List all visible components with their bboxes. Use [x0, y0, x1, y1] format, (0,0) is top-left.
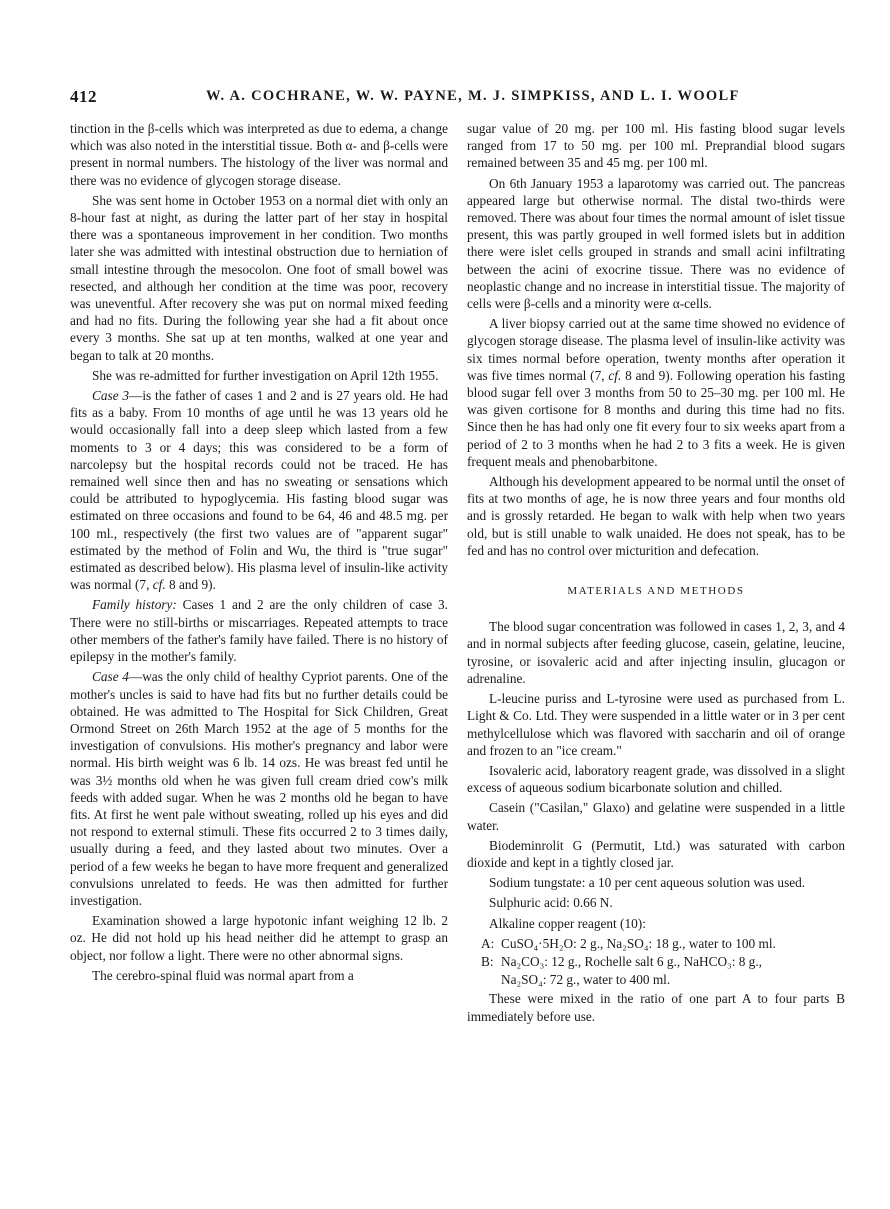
- paragraph: The cerebro-spinal fluid was normal apart from a: [92, 967, 354, 983]
- reagent-a-text: CuSO₄·5H₂O: 2 g., Na₂SO₄: 18 g., water to 100 ml.: [501, 935, 776, 951]
- paragraph: Biodeminrolit G (Permutit, Ltd.) was saturated with carbon dioxide and kept in a tightly closed jar.: [467, 837, 845, 870]
- paragraph: On 6th January 1953 a laparotomy was carried out. The pancreas appeared large but otherwise normal. The distal two-thirds were removed. There was about four times the normal amount of islet tissue present, this was partly grouped in well formed islets but in addition there were islet cells grouped in strands and small acini infiltrating between the acini of exocrine tissue. There was no evidence of neoplastic change and no increase in interstitial tissue. The majority of cells were β-cells and a minority were α-cells.: [467, 175, 845, 312]
- paragraph: sugar value of 20 mg. per 100 ml. His fasting blood sugar levels ranged from 17 to 50 mg. per 100 ml. Preprandial blood sugars remained between 35 and 45 mg. per 100 ml.: [467, 121, 845, 171]
- page-header: [70, 87, 810, 111]
- paragraph: These were mixed in the ratio of one part A to four parts B immediately before use.: [467, 991, 845, 1024]
- paragraph: Isovaleric acid, laboratory reagent grade, was dissolved in a slight excess of aqueous sodium bicarbonate solution and chilled.: [467, 762, 845, 796]
- reagent-b-continuation: Na₂SO₄: 72 g., water to 400 ml.: [501, 972, 671, 988]
- running-head-authors: W. A. COCHRANE, W. W. PAYNE, M. J. SIMPKISS, AND L. I. WOOLF: [206, 88, 740, 104]
- reagent-b: [467, 953, 845, 970]
- family-history-label: Family history:: [92, 597, 177, 613]
- reagent-a: [467, 935, 845, 952]
- paragraph: [467, 315, 845, 470]
- case-3-text-end: 8 and 9).: [165, 577, 216, 593]
- case-3-paragraph: [70, 387, 448, 593]
- reagent-a-label: A:: [481, 935, 495, 951]
- right-column: [467, 120, 845, 1028]
- paragraph: Although his development appeared to be normal until the onset of fits at two months of age, he is now three years and four months old and is grossly retarded. He began to walk with help when two years old, but is still unable to walk unaided. He does not speak, has to be fed and has no control over micturition and defecation.: [467, 474, 845, 558]
- case-4-label: Case 4: [92, 669, 129, 685]
- reagent-b-text: Na₂CO₃: 12 g., Rochelle salt 6 g., NaHCO₃: 8 g.,: [501, 953, 762, 969]
- paragraph: L-leucine puriss and L-tyrosine were used as purchased from L. Light & Co. Ltd. They were suspended in a little water or in 3 per cent methylcellulose which was flavored with saccharin and oil of orange and frozen to an "ice cream.": [467, 691, 845, 758]
- paragraph-text: A liver biopsy carried out at the same time showed no evidence of glycogen storage disease. The plasma level of insulin-like activity was six times normal before operation, twenty months after operation it was five times normal (7,: [467, 316, 845, 383]
- section-heading: MATERIALS AND METHODS: [567, 585, 745, 598]
- family-history-text: Cases 1 and 2 are the only children of case 3. There were no still-births or miscarriages. Repeated attempts to trace other members of the father's family have failed. There is no history of epilepsy in the mother's family.: [70, 597, 448, 665]
- paragraph: Alkaline copper reagent (10):: [489, 915, 646, 931]
- paragraph: tinction in the β-cells which was interpreted as due to edema, a change which was also noted in the interstitial tissue. Both α- and β-cells were present in normal numbers. The histology of the liver was normal and there was no evidence of glycogen storage disease.: [70, 121, 448, 188]
- paragraph: She was re-admitted for further investigation on April 12th 1955.: [92, 367, 439, 383]
- case-4-text: —was the only child of healthy Cypriot parents. One of the mother's uncles is said to have had fits but no further details could be obtained. He was admitted to The Hospital for Sick Children, Great Ormond Street on 26th March 1952 at the age of 5 months for the investigation of convulsions. His mother's pregnancy and labor were normal. His birth weight was 6 lb. 14 ozs. He was breast fed until he was 3½ months old when he was given full cream dried cow's milk feeds with added sugar. When he was 2 months old he began to have fits. At first he went pale without sweating, rolled up his eyes and did not respond to external stimuli. These fits occurred 2 to 3 times daily, usually during a feed, and they lasted about two minutes. Over a period of a few weeks he began to have more frequent and generalized convulsions unrelated to feeds. He was then admitted for further investigation.: [70, 669, 448, 908]
- case-3-text: —is the father of cases 1 and 2 and is 27 years old. He had fits as a baby. From 10 months of age until he was 13 years old he would occasionally fall into a deep sleep which lasted from a few moments to 3 or 4 days; this was considered to be a form of narcolepsy but the hospital records could not be traced. He has remained well since then and has no sweating or sensations which could be attributed to hypoglycemia. His fasting blood sugar was estimated on three occasions and found to be 64, 46 and 48.5 mg. per 100 ml., respectively (the first two values are of "apparent sugar" estimated by the method of Folin and Wu, the third is "true sugar" estimated as described below). His plasma level of insulin-like activity was normal (7,: [70, 388, 448, 593]
- paragraph: Sulphuric acid: 0.66 N.: [489, 895, 613, 911]
- paragraph-text: 8 and 9). Following operation his fasting blood sugar fell over 3 months from 50 to 25–30 mg. per 100 ml. He was given cortisone for 8 months and during this time had no fits. Since then he has had only one fit every four to six weeks apart from a period of 2 to 3 months when he had 2 to 3 fits a week. He is given frequent meals and phenobarbitone.: [467, 367, 845, 469]
- cf-abbrev: cf.: [152, 577, 166, 593]
- paragraph: Examination showed a large hypotonic infant weighing 12 lb. 2 oz. He did not hold up his head neither did he attempt to grasp an object, nor follow a light. There were no other abnormal signs.: [70, 913, 448, 963]
- reagent-b-label: B:: [481, 953, 494, 969]
- paragraph: Casein ("Casilan," Glaxo) and gelatine were suspended in a little water.: [467, 800, 845, 833]
- paragraph: The blood sugar concentration was followed in cases 1, 2, 3, and 4 and in normal subjects after feeding glucose, casein, gelatine, leucine, tyrosine, or isovaleric acid and after injecting insulin, glucagon or adrenaline.: [467, 619, 845, 686]
- case-4-paragraph: [70, 668, 448, 909]
- family-history-paragraph: [70, 596, 448, 665]
- paragraph: Sodium tungstate: a 10 per cent aqueous solution was used.: [489, 875, 806, 891]
- left-column: [70, 120, 448, 987]
- cf-abbrev: cf.: [608, 367, 622, 383]
- case-3-label: Case 3: [92, 388, 130, 404]
- page-number: 412: [70, 87, 97, 106]
- paragraph: She was sent home in October 1953 on a normal diet with only an 8-hour fast at night, as during the latter part of her stay in hospital there was a spontaneous improvement in her condition. Two months later she was admitted with intestinal obstruction due to herniation of small intestine through the mesocolon. One foot of small bowel was resected, and although her condition at the time was poor, recovery was uneventful. After recovery she was put on normal mixed feeding and had no fits. During the following year she had a fit about once every 3 months. She sat up at ten months, walked at one year and began to talk at 20 months.: [70, 192, 448, 363]
